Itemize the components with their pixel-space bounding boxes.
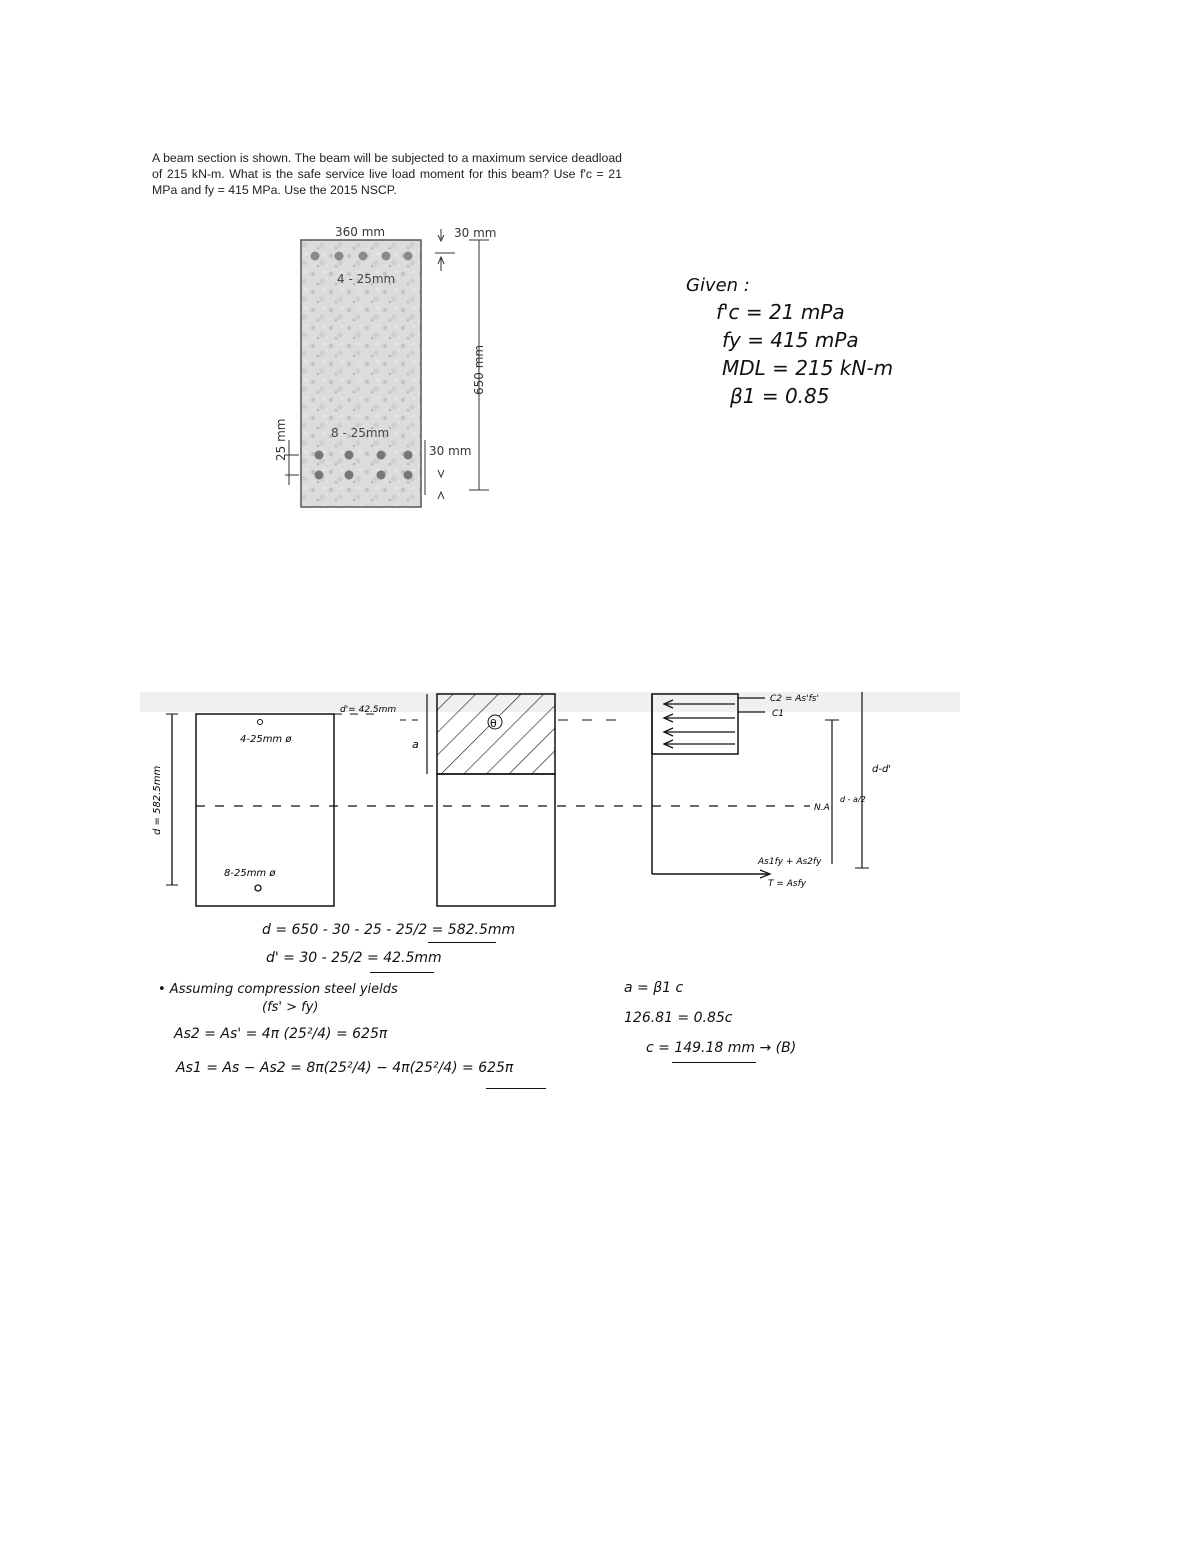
d-label: d = 582.5mm — [152, 765, 163, 835]
beam-section-figure — [255, 215, 520, 525]
tension-label: As1fy + As2fy — [758, 857, 822, 867]
width-label: 360 mm — [335, 225, 386, 239]
height-label: 650 mm — [472, 344, 486, 395]
theta-label: θ — [490, 717, 497, 730]
work-assumption-cond: (fs' > fy) — [262, 1000, 319, 1015]
work-assumption: • Assuming compression steel yields — [158, 982, 398, 997]
work-as2: As2 = As' = 4π (25²/4) = 625π — [174, 1026, 388, 1042]
work-a-eq: a = β1 c — [624, 980, 684, 996]
given-fc: f'c = 21 mPa — [716, 300, 845, 324]
d-minus-dprime-label: d-d' — [872, 764, 892, 775]
work-c-eq: 126.81 = 0.85c — [624, 1010, 733, 1026]
work-c-result: c = 149.18 mm → (B) — [646, 1040, 797, 1056]
d-prime-label: d'= 42.5mm — [340, 705, 397, 715]
left-spacing-label: 25 mm — [274, 418, 288, 461]
t-label: T = Asfy — [768, 879, 807, 889]
given-fy: fy = 415 mPa — [722, 328, 859, 352]
a-label: a — [412, 738, 419, 751]
work-d-underline — [428, 942, 496, 943]
c2-label: C2 = As'fs' — [770, 694, 819, 704]
work-as1: As1 = As − As2 = 8π(25²/4) − 4π(25²/4) = 625π — [176, 1060, 514, 1076]
compression-block — [437, 694, 555, 774]
work-c-underline — [672, 1062, 756, 1063]
c1-label: C1 — [772, 709, 785, 719]
given-beta: β1 = 0.85 — [730, 384, 830, 408]
problem-statement: A beam section is shown. The beam will be subjected to a maximum service deadload of 215 kN-m. What is the safe service live load moment for this beam? Use f'c = 21 MPa and fy = 415 MPa. Use the 2015 NSCP. — [152, 151, 622, 197]
lever-label: d - a/2 — [840, 795, 866, 804]
na-label: N.A — [814, 803, 830, 813]
top-cover-label: 30 mm — [454, 226, 497, 240]
given-block — [686, 275, 946, 408]
stress-rect — [437, 774, 555, 906]
work-dprime: d' = 30 - 25/2 = 42.5mm — [266, 950, 442, 966]
given-mdl: MDL = 215 kN-m — [722, 356, 894, 380]
given-title: Given : — [686, 275, 750, 296]
work-as1-underline — [486, 1088, 546, 1089]
work-dprime-underline — [370, 972, 434, 973]
top-bars-label: 4 - 25mm — [337, 272, 396, 286]
work-d: d = 650 - 30 - 25 - 25/2 = 582.5mm — [262, 922, 516, 938]
solution-diagram — [140, 690, 960, 910]
bottom-cover-label: 30 mm — [429, 444, 472, 458]
top-bars-sketch-label: 4-25mm ø — [240, 734, 292, 745]
bottom-bars-sketch-label: 8-25mm ø — [224, 868, 276, 879]
bottom-bars-label: 8 - 25mm — [331, 426, 390, 440]
